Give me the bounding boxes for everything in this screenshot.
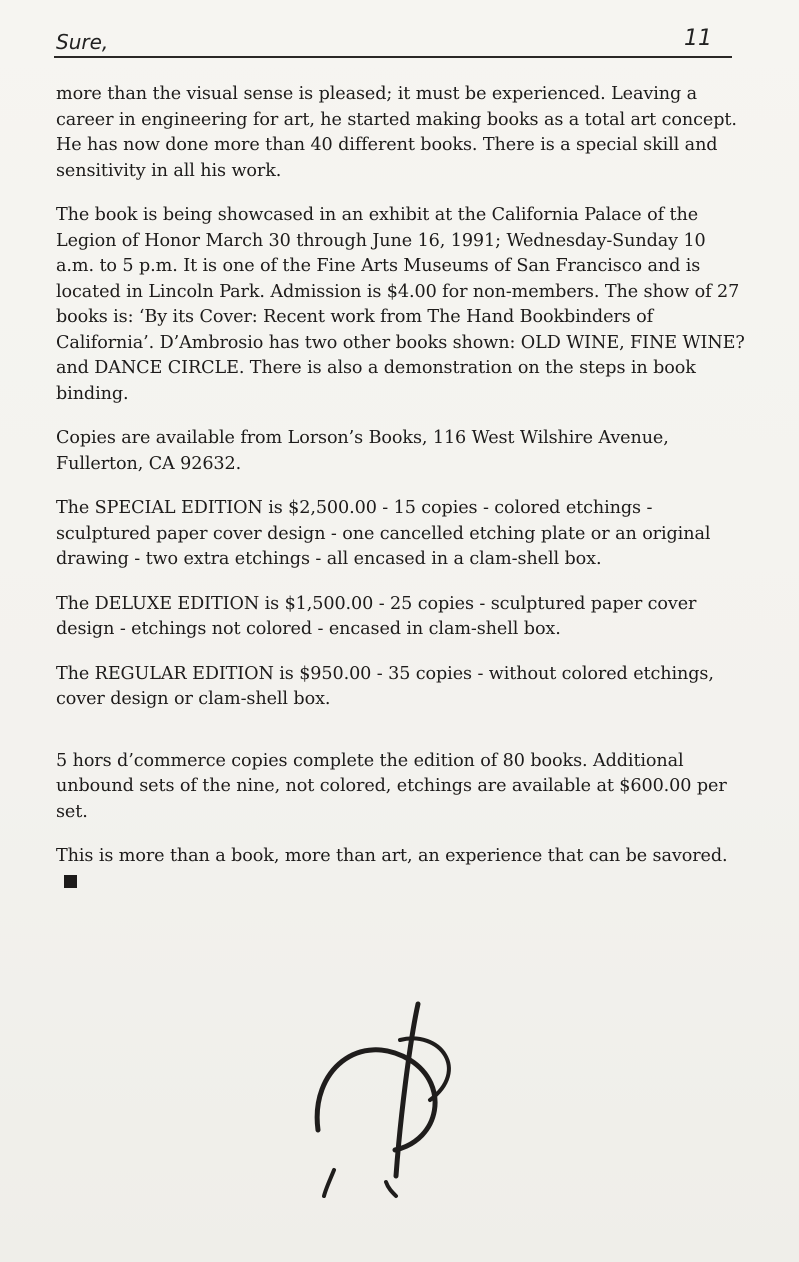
paragraph-closing [56,844,746,895]
paragraph-exhibit: The book is being showcased in an exhibit at the California Palace of the Legion of Honor March 30 through June 16, 1991; Wednesday-Sunday 10 a.m. to 5 p.m. It is one of the Fine Arts Museums of San Francisco and is located in Lincoln Park. Admission is $4.00 for non-members. The show of 27 books is: ‘By its Cover: Recent work from The Hand Bookbinders of California’. D’Ambrosio has two other books shown: OLD WINE, FINE WINE? and DANCE CIRCLE. There is also a demonstration on the steps in book binding. [56,205,745,404]
handwritten-header-note: Sure, [56,30,109,54]
paragraph-special-edition: The SPECIAL EDITION is $2,500.00 - 15 copies - colored etchings - sculptured paper cover design - one cancelled etching plate or an original drawing - two extra etchings - all encased in a clam-shell box. [56,498,711,569]
paragraph-deluxe-edition: The DELUXE EDITION is $1,500.00 - 25 copies - sculptured paper cover design - etchings not colored - encased in clam-shell box. [56,593,697,639]
paragraph-availability: Copies are available from Lorson’s Books, 116 West Wilshire Avenue, Fullerton, CA 92632. [56,428,669,474]
end-of-article-mark [64,875,77,888]
paragraph-hors-commerce: 5 hors d’commerce copies complete the edition of 80 books. Additional unbound sets of the nine, not colored, etchings are available at $600.00 per set. [56,750,727,822]
article-body [56,82,746,914]
paragraph-regular-edition: The REGULAR EDITION is $950.00 - 35 copies - without colored etchings, cover design or clam-shell box. [56,663,714,709]
closing-text: This is more than a book, more than art, an experience that can be savored. [56,846,728,866]
header-rule [54,56,732,58]
handwritten-scribble [300,1000,480,1200]
paragraph-artist-intro: more than the visual sense is pleased; it must be experienced. Leaving a career in engineering for art, he started making books as a total art concept. He has now done more than 40 different books. There is a special skill and sensitivity in all his work. [56,84,737,181]
page-number: 11 [684,26,712,51]
